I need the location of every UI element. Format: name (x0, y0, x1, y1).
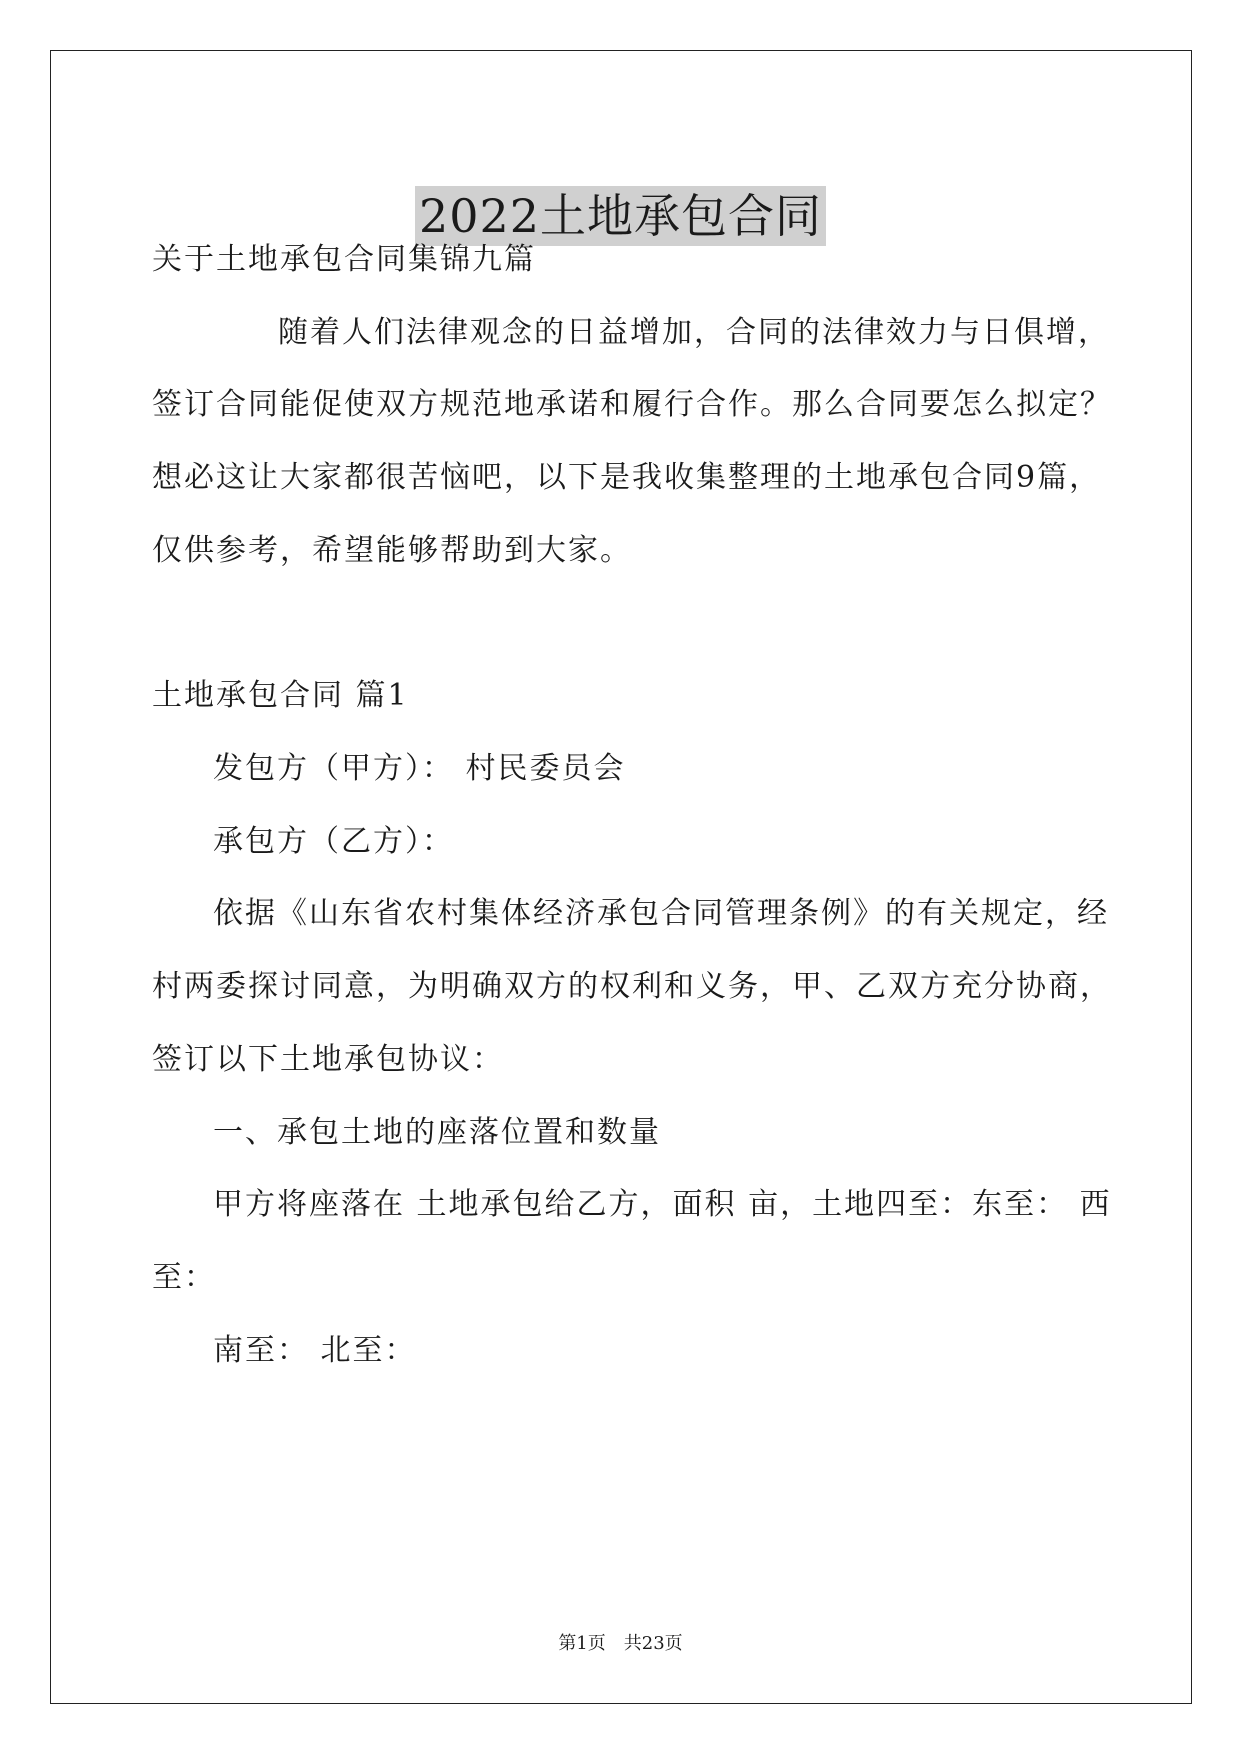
intro-line-3: 想必这让大家都很苦恼吧，以下是我收集整理的土地承包合同9篇， (152, 460, 1102, 495)
basis-line-1: 依据《山东省农村集体经济承包合同管理条例》的有关规定，经 (213, 896, 1109, 931)
clause-1-heading: 一、承包土地的座落位置和数量 (213, 1115, 661, 1150)
party-a: 发包方（甲方）： 村民委员会 (213, 751, 626, 786)
intro-line-1: 随着人们法律观念的日益增加，合同的法律效力与日俱增， (278, 315, 1110, 350)
clause-1-line-2: 至： (152, 1260, 216, 1295)
subtitle: 关于土地承包合同集锦九篇 (152, 242, 536, 277)
clause-1-line-1: 甲方将座落在 土地承包给乙方，面积 亩，土地四至：东至： 西 (213, 1187, 1112, 1222)
party-b: 承包方（乙方）： (213, 824, 454, 859)
document-title: 2022土地承包合同 (415, 186, 826, 246)
boundaries-line: 南至： 北至： (213, 1333, 417, 1368)
section-heading: 土地承包合同 篇1 (152, 678, 409, 713)
page-border (50, 50, 1192, 1704)
basis-line-2: 村两委探讨同意，为明确双方的权利和义务，甲、乙双方充分协商， (152, 969, 1112, 1004)
basis-line-3: 签订以下土地承包协议： (152, 1042, 504, 1077)
page-footer: 第1页 共23页 (558, 1633, 683, 1654)
intro-line-2: 签订合同能促使双方规范地承诺和履行合作。那么合同要怎么拟定？ (152, 387, 1112, 422)
intro-line-4: 仅供参考，希望能够帮助到大家。 (152, 533, 632, 568)
